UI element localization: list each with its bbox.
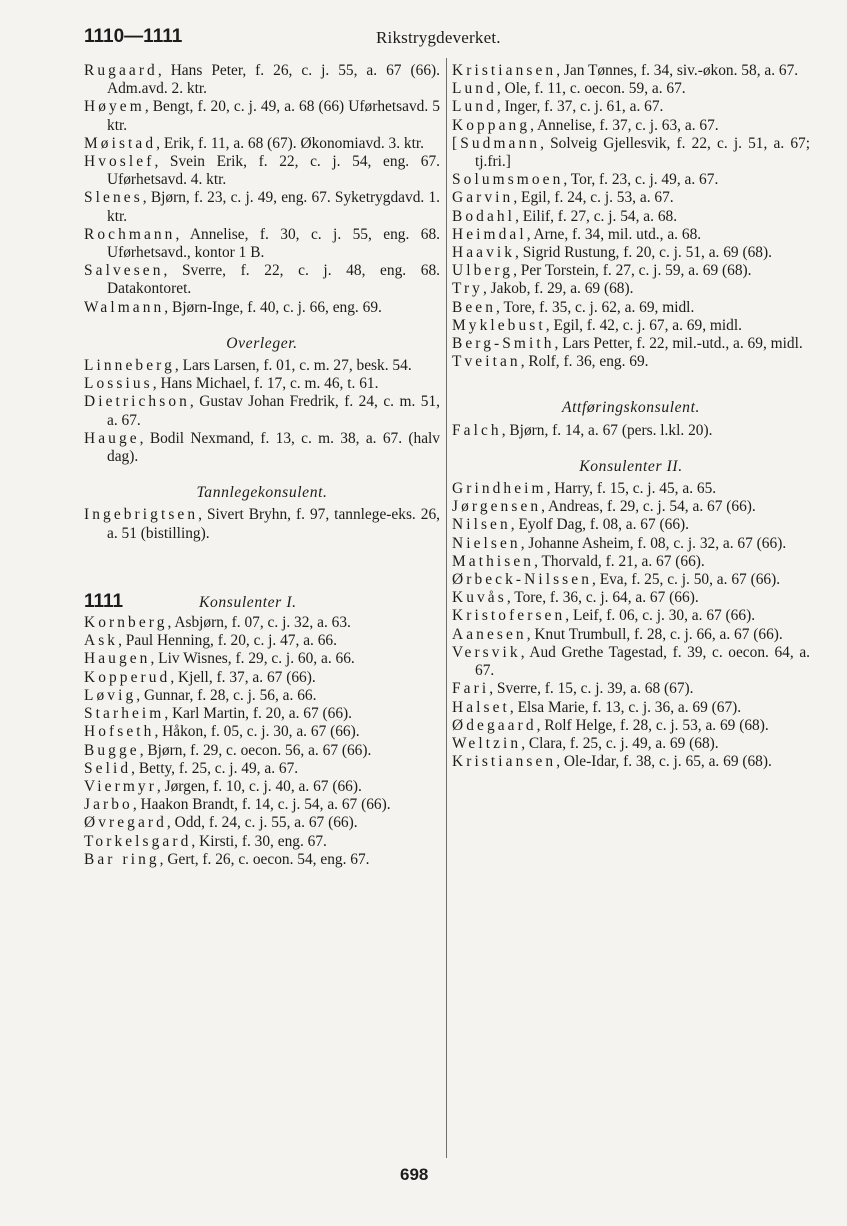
entry-details: , Sigrid Rustung, f. 20, c. j. 51, a. 69 (68). bbox=[515, 244, 772, 262]
entry-details: , Jørgen, f. 10, c. j. 40, a. 67 (66). bbox=[156, 777, 362, 795]
entry-details: , Kirsti, f. 30, eng. 67. bbox=[191, 832, 327, 850]
entry bbox=[84, 299, 440, 317]
entry-details: , Arne, f. 34, mil. utd., a. 68. bbox=[526, 225, 702, 243]
section-heading-1111 bbox=[84, 590, 440, 612]
entry bbox=[84, 723, 440, 741]
entry bbox=[84, 650, 440, 668]
entry-surname: Kornberg bbox=[84, 614, 168, 632]
entry-details: , Bjørn-Inge, f. 40, c. j. 66, eng. 69. bbox=[164, 298, 382, 316]
entry-details: , Liv Wisnes, f. 29, c. j. 60, a. 66. bbox=[150, 650, 355, 668]
right-column bbox=[452, 62, 810, 771]
entry-surname: Kristiansen bbox=[452, 62, 557, 79]
section-number: 1111 bbox=[84, 590, 124, 612]
entry-details: , Lars Larsen, f. 01, c. m. 27, besk. 54. bbox=[174, 357, 412, 375]
entry-list bbox=[84, 62, 440, 317]
entry-details: , Harry, f. 15, c. j. 45, a. 65. bbox=[546, 480, 717, 498]
entry-surname: Ask bbox=[84, 632, 119, 650]
entry-surname: Fari bbox=[452, 680, 490, 698]
entry bbox=[84, 262, 440, 298]
entry-surname: Rochmann bbox=[84, 225, 176, 243]
entry-surname: Grindheim bbox=[452, 480, 547, 498]
entry-surname: [Sudmann bbox=[452, 134, 541, 152]
entry-list bbox=[84, 357, 440, 466]
entry-surname: Ødegaard bbox=[452, 716, 537, 734]
section-title-attforing: Attføringskonsulent. bbox=[561, 399, 701, 417]
entry-details: , Sverre, f. 22, c. j. 48, eng. 68. Datakontoret. bbox=[107, 262, 440, 298]
entry-surname: Viermyr bbox=[84, 777, 157, 795]
entry-list bbox=[452, 422, 810, 440]
entry-surname: Lund bbox=[452, 80, 497, 98]
entry-surname: Tveitan bbox=[452, 353, 521, 371]
entry-list bbox=[84, 506, 440, 542]
entry-details: , Annelise, f. 30, c. j. 55, eng. 68. Uførhetsavd., kontor 1 B. bbox=[107, 225, 440, 262]
entry-details: , Kjell, f. 37, a. 67 (66). bbox=[170, 668, 316, 686]
entry bbox=[84, 687, 440, 705]
entry bbox=[452, 335, 810, 353]
entry-details: , Lars Petter, f. 22, mil.-utd., a. 69, midl. bbox=[554, 335, 803, 353]
section-title-tannlege: Tannlegekonsulent. bbox=[196, 484, 328, 502]
entry-surname: Mathisen bbox=[452, 552, 535, 570]
entry-surname: Garvin bbox=[452, 189, 514, 207]
entry bbox=[452, 280, 810, 298]
entry-surname: Slenes bbox=[84, 189, 143, 207]
entry-surname: Selid bbox=[84, 759, 132, 777]
entry-details: , Haakon Brandt, f. 14, c. j. 54, a. 67 (66). bbox=[132, 796, 391, 814]
entry-details: , Johanne Asheim, f. 08, c. j. 32, a. 67 (66). bbox=[520, 534, 787, 552]
entry-surname: Ørbeck-Nilssen bbox=[452, 571, 592, 589]
entry-surname: Jarbo bbox=[84, 796, 133, 814]
entry-details: , Gert, f. 26, c. oecon. 54, eng. 67. bbox=[159, 850, 370, 868]
entry bbox=[452, 317, 810, 335]
entry-surname: Torkelsgard bbox=[84, 832, 192, 850]
entry bbox=[452, 422, 810, 440]
entry bbox=[84, 796, 440, 814]
entry bbox=[452, 262, 810, 280]
entry bbox=[452, 626, 810, 644]
entry bbox=[84, 814, 440, 832]
entry bbox=[452, 644, 810, 680]
entry-details: , Tore, f. 35, c. j. 62, a. 69, midl. bbox=[496, 298, 695, 316]
entry bbox=[84, 153, 440, 189]
entry bbox=[84, 357, 440, 375]
entry bbox=[452, 189, 810, 207]
entry bbox=[84, 705, 440, 723]
entry bbox=[452, 299, 810, 317]
entry bbox=[452, 753, 810, 771]
column-divider bbox=[446, 58, 447, 1158]
entry-details: , Sivert Bryhn, f. 97, tannlege-eks. 26, a. 51 (bistilling). bbox=[107, 506, 440, 542]
entry bbox=[84, 760, 440, 778]
entry-surname: Salvesen bbox=[84, 262, 164, 280]
entry-details: , Bjørn, f. 23, c. j. 49, eng. 67. Syketrygdavd. 1. ktr. bbox=[107, 189, 440, 225]
entry bbox=[452, 498, 810, 516]
entry-list bbox=[452, 62, 810, 371]
entry-surname: Møistad bbox=[84, 134, 157, 152]
entry-surname: Halset bbox=[452, 698, 510, 716]
section-title-konsulenter-1: Konsulenter I. bbox=[199, 593, 297, 611]
entry-surname: Ulberg bbox=[452, 262, 514, 280]
entry-details: , Aud Grethe Tagestad, f. 39, c. oecon. 64, a. 67. bbox=[475, 643, 810, 680]
entry-surname: Kristiansen bbox=[452, 753, 557, 771]
entry-surname: Linneberg bbox=[84, 357, 175, 375]
entry bbox=[84, 189, 440, 225]
entry bbox=[452, 717, 810, 735]
entry bbox=[84, 393, 440, 429]
entry-details: , Tore, f. 36, c. j. 64, a. 67 (66). bbox=[506, 589, 699, 607]
entry bbox=[84, 226, 440, 262]
entry-surname: Øvregard bbox=[84, 814, 167, 832]
page-header bbox=[84, 26, 784, 52]
entry bbox=[452, 480, 810, 498]
entry-surname: Lund bbox=[452, 98, 497, 116]
entry bbox=[452, 589, 810, 607]
entry bbox=[452, 607, 810, 625]
entry bbox=[452, 571, 810, 589]
entry-surname: Versvik bbox=[452, 643, 521, 661]
entry-surname: Been bbox=[452, 298, 497, 316]
entry-surname: Bugge bbox=[84, 741, 140, 759]
entry-details: , Sverre, f. 15, c. j. 39, a. 68 (67). bbox=[489, 680, 694, 698]
entry-details: , Rolf Helge, f. 28, c. j. 53, a. 69 (68). bbox=[536, 716, 769, 734]
entry bbox=[84, 506, 440, 542]
entry-details: , Odd, f. 24, c. j. 55, a. 67 (66). bbox=[166, 814, 358, 832]
section-title-konsulenter-2: Konsulenter II. bbox=[579, 457, 683, 475]
entry-surname: Hofseth bbox=[84, 723, 155, 741]
entry-surname: Dietrichson bbox=[84, 393, 190, 411]
entry-surname: Bar ring bbox=[84, 850, 160, 868]
entry-details: , Tor, f. 23, c. j. 49, a. 67. bbox=[563, 171, 719, 189]
entry-details: , Andreas, f. 29, c. j. 54, a. 67 (66). bbox=[541, 498, 756, 516]
entry-details: , Bjørn, f. 29, c. oecon. 56, a. 67 (66). bbox=[139, 741, 372, 759]
entry-surname: Hvoslef bbox=[84, 153, 155, 171]
entry-details: , Jakob, f. 29, a. 69 (68). bbox=[482, 280, 634, 298]
entry-surname: Bodahl bbox=[452, 207, 516, 225]
entry-surname: Løvig bbox=[84, 686, 137, 704]
entry bbox=[84, 135, 440, 153]
entry bbox=[84, 430, 440, 466]
entry bbox=[84, 833, 440, 851]
entry-details: , Inger, f. 37, c. j. 61, a. 67. bbox=[496, 98, 664, 116]
running-title: Rikstrygdeverket. bbox=[376, 28, 501, 47]
entry bbox=[452, 735, 810, 753]
spacer bbox=[84, 543, 440, 593]
entry bbox=[452, 699, 810, 717]
entry bbox=[84, 778, 440, 796]
entry bbox=[452, 680, 810, 698]
entry bbox=[84, 614, 440, 632]
entry-details: , Elsa Marie, f. 13, c. j. 36, a. 69 (67). bbox=[509, 698, 742, 716]
entry bbox=[452, 135, 810, 171]
entry-surname: Aanesen bbox=[452, 625, 527, 643]
section-title-overleger: Overleger. bbox=[226, 334, 298, 352]
entry-surname: Nilsen bbox=[452, 516, 511, 534]
entry bbox=[452, 553, 810, 571]
entry-details: , Clara, f. 25, c. j. 49, a. 69 (68). bbox=[521, 734, 719, 752]
entry-details: , Paul Henning, f. 20, c. j. 47, a. 66. bbox=[118, 632, 337, 650]
entry-surname: Walmann bbox=[84, 298, 165, 316]
spacer bbox=[452, 440, 810, 458]
entry bbox=[452, 244, 810, 262]
entry-surname: Ingebrigtsen bbox=[84, 506, 199, 524]
entry bbox=[84, 62, 440, 98]
entry bbox=[452, 62, 810, 80]
entry-surname: Haugen bbox=[84, 650, 151, 668]
entry-surname: Koppang bbox=[452, 116, 531, 134]
entry-list bbox=[452, 480, 810, 771]
entry-details: , Bodil Nexmand, f. 13, c. m. 38, a. 67. (halv dag). bbox=[107, 429, 440, 466]
entry-details: , Bengt, f. 20, c. j. 49, a. 68 (66) Uførhetsavd. 5 ktr. bbox=[107, 98, 440, 134]
page-range: 1110—1111 bbox=[84, 26, 183, 47]
entry-list bbox=[84, 614, 440, 869]
entry-details: , Jan Tønnes, f. 34, siv.-økon. 58, a. 67. bbox=[556, 62, 799, 79]
entry-surname: Kuvås bbox=[452, 589, 507, 607]
spacer bbox=[84, 466, 440, 484]
entry-details: , Gunnar, f. 28, c. j. 56, a. 66. bbox=[136, 686, 317, 704]
left-column bbox=[84, 62, 440, 869]
entry bbox=[452, 171, 810, 189]
spacer bbox=[84, 317, 440, 335]
entry-details: , Eva, f. 25, c. j. 50, a. 67 (66). bbox=[592, 571, 781, 589]
entry bbox=[452, 80, 810, 98]
entry-surname: Try bbox=[452, 280, 483, 298]
entry-details: , Asbjørn, f. 07, c. j. 32, a. 63. bbox=[167, 614, 351, 632]
entry-details: , Bjørn, f. 14, a. 67 (pers. l.kl. 20). bbox=[501, 421, 713, 439]
entry-surname: Berg-Smith bbox=[452, 335, 555, 353]
entry-surname: Haavik bbox=[452, 244, 516, 262]
entry-details: , Karl Martin, f. 20, a. 67 (66). bbox=[164, 705, 353, 723]
entry-details: , Annelise, f. 37, c. j. 63, a. 67. bbox=[530, 116, 719, 134]
entry-details: , Eilif, f. 27, c. j. 54, a. 68. bbox=[515, 207, 678, 225]
entry-details: , Betty, f. 25, c. j. 49, a. 67. bbox=[131, 759, 299, 777]
entry-surname: Kristofersen bbox=[452, 607, 566, 625]
entry bbox=[452, 226, 810, 244]
entry-surname: Lossius bbox=[84, 375, 153, 393]
entry bbox=[84, 742, 440, 760]
entry-details: , Hans Michael, f. 17, c. m. 46, t. 61. bbox=[152, 375, 379, 393]
entry bbox=[452, 535, 810, 553]
entry-surname: Solumsmoen bbox=[452, 171, 564, 189]
entry-details: , Ole-Idar, f. 38, c. j. 65, a. 69 (68). bbox=[556, 753, 772, 771]
entry bbox=[84, 98, 440, 134]
entry-details: , Svein Erik, f. 22, c. j. 54, eng. 67. Uførhetsavd. 4. ktr. bbox=[107, 153, 440, 189]
entry bbox=[452, 208, 810, 226]
entry-details: , Knut Trumbull, f. 28, c. j. 66, a. 67 (66). bbox=[526, 625, 783, 643]
entry-details: , Gustav Johan Fredrik, f. 24, c. m. 51, a. 67. bbox=[107, 393, 440, 429]
entry-surname: Heimdal bbox=[452, 225, 527, 243]
spacer bbox=[452, 371, 810, 399]
entry-details: , Leif, f. 06, c. j. 30, a. 67 (66). bbox=[565, 607, 756, 625]
entry-surname: Høyem bbox=[84, 98, 145, 116]
entry-details: , Hans Peter, f. 26, c. j. 55, a. 67 (66). Adm.avd. 2. ktr. bbox=[107, 62, 440, 98]
entry-details: , Egil, f. 42, c. j. 67, a. 69, midl. bbox=[545, 316, 742, 334]
entry bbox=[84, 632, 440, 650]
entry-details: , Solveig Gjellesvik, f. 22, c. j. 51, a. 67; tj.fri.] bbox=[475, 134, 810, 171]
entry-surname: Starheim bbox=[84, 705, 165, 723]
entry-surname: Rugaard bbox=[84, 62, 158, 79]
entry bbox=[84, 851, 440, 869]
entry-details: , Egil, f. 24, c. j. 53, a. 67. bbox=[513, 189, 674, 207]
entry bbox=[452, 516, 810, 534]
entry-details: , Ole, f. 11, c. oecon. 59, a. 67. bbox=[496, 80, 686, 98]
page-number: 698 bbox=[400, 1165, 429, 1184]
entry-surname: Hauge bbox=[84, 429, 140, 447]
entry-surname: Jørgensen bbox=[452, 498, 542, 516]
entry bbox=[452, 117, 810, 135]
entry-surname: Myklebust bbox=[452, 316, 546, 334]
entry bbox=[84, 375, 440, 393]
entry-surname: Kopperud bbox=[84, 668, 171, 686]
entry bbox=[452, 98, 810, 116]
entry-surname: Falch bbox=[452, 421, 502, 439]
entry bbox=[452, 353, 810, 371]
entry-details: , Rolf, f. 36, eng. 69. bbox=[520, 353, 649, 371]
entry-details: , Eyolf Dag, f. 08, a. 67 (66). bbox=[510, 516, 690, 534]
entry-details: , Per Torstein, f. 27, c. j. 59, a. 69 (68). bbox=[513, 262, 752, 280]
entry-details: , Erik, f. 11, a. 68 (67). Økonomiavd. 3. ktr. bbox=[156, 134, 425, 152]
entry-surname: Weltzin bbox=[452, 734, 522, 752]
entry bbox=[84, 669, 440, 687]
entry-surname: Nielsen bbox=[452, 534, 521, 552]
entry-details: , Thorvald, f. 21, a. 67 (66). bbox=[534, 552, 705, 570]
entry-details: , Håkon, f. 05, c. j. 30, a. 67 (66). bbox=[154, 723, 360, 741]
